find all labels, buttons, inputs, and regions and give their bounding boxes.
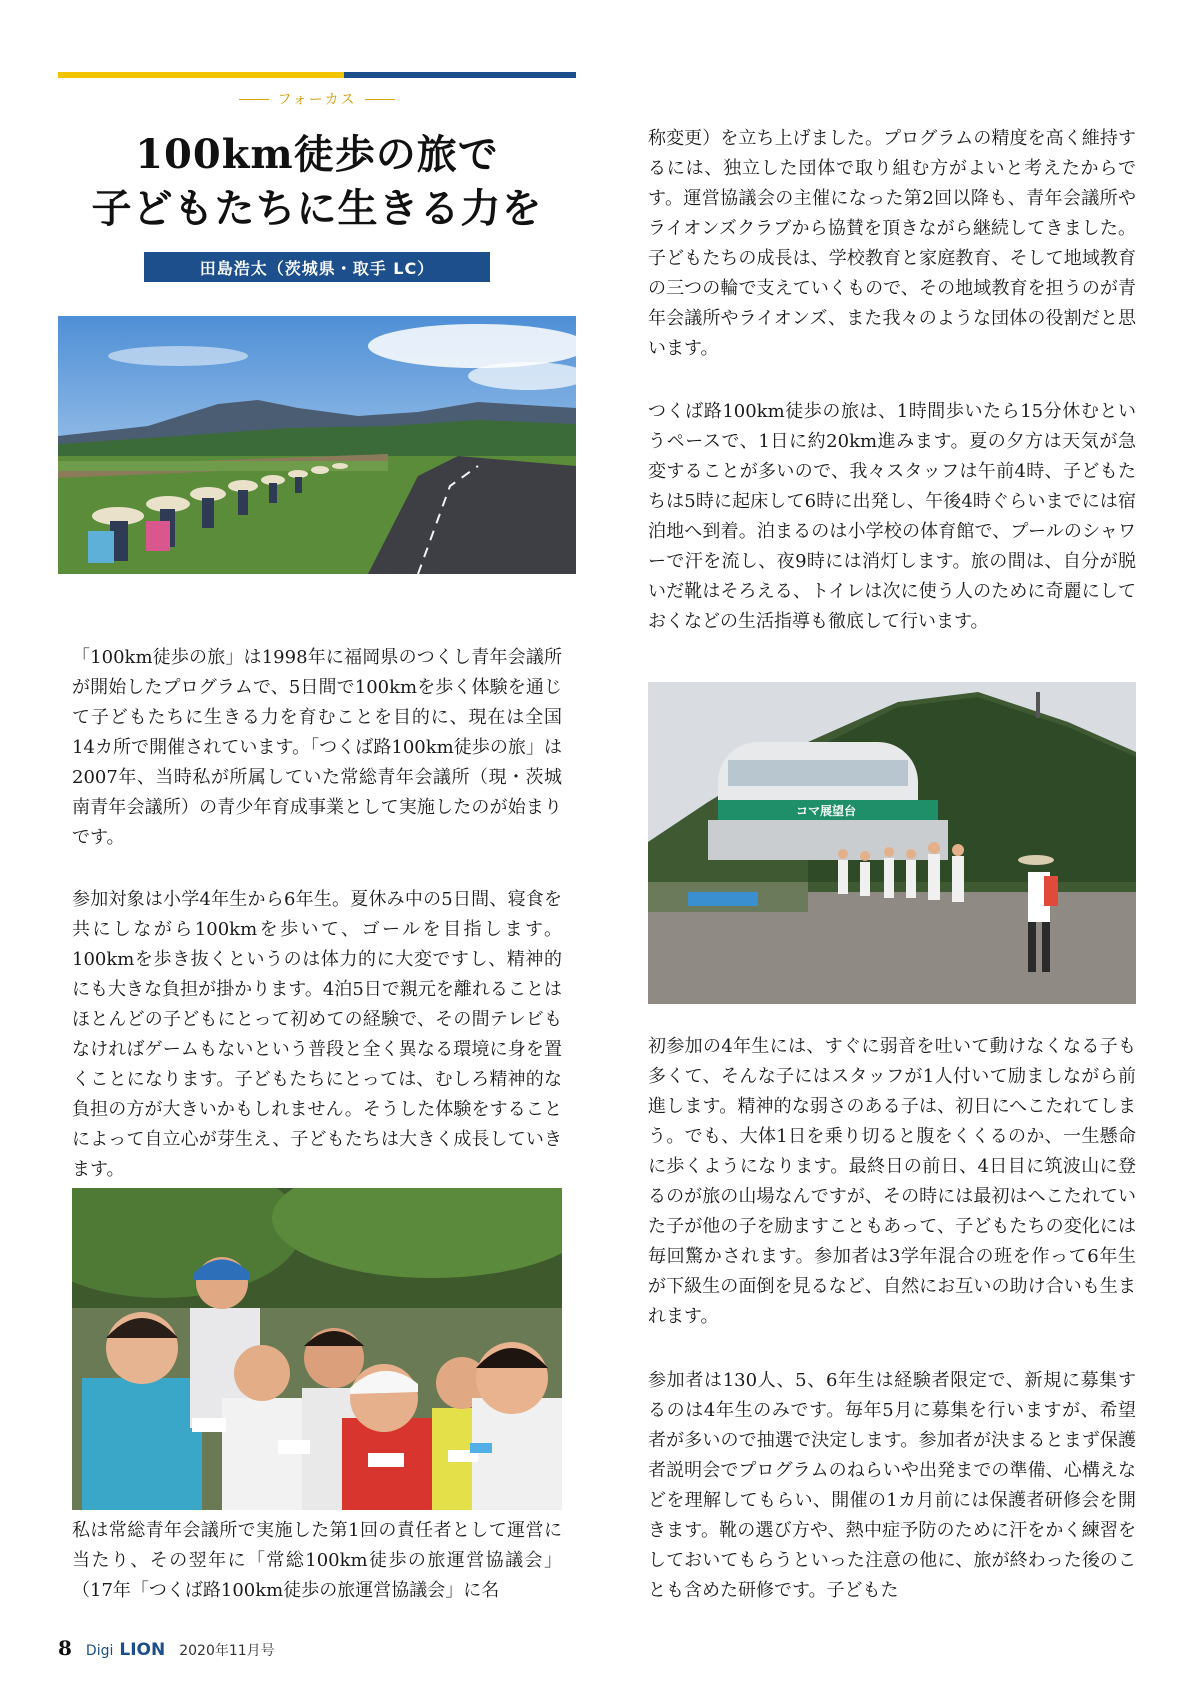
magazine-name: LION xyxy=(119,1640,166,1660)
page-footer xyxy=(58,1636,275,1662)
body-paragraph-1: 「100km徒歩の旅」は1998年に福岡県のつくし青年会議所が開始したプログラムで、5日間で100kmを歩く体験を通じて子どもたちに生きる力を育むことを目的に、現在は全国14カ所で開催されています。「つくば路100km徒歩の旅」は2007年、当時私が所属していた常総青年会議所（現・茨城南青年会議所）の青少年育成事業として実施したのが始まりです。 xyxy=(72,647,562,848)
accent-bar-yellow xyxy=(58,72,344,78)
section-label-rule-right xyxy=(365,99,395,100)
photo-observation-deck-image xyxy=(648,682,1136,1004)
photo-children-shaved-ice xyxy=(72,1188,562,1510)
body-paragraph-6: 初参加の4年生には、すぐに弱音を吐いて動けなくなる子も多くて、そんな子にはスタッフが1人付いて励ましながら前進します。精神的な弱さのある子は、初日にへこたれてしまう。でも、大体1日を乗り切ると腹をくくるのか、一生懸命に歩くようになります。最終日の前日、4日目に筑波山に登るのが旅の山場なんですが、その時には最初はへこたれていた子が他の子を励ますこともあって、子どもたちの変化には毎回驚かされます。参加者は3学年混合の班を作って6年生が下級生の面倒を見るなど、自然にお互いの助け合いも生まれます。 xyxy=(648,1036,1136,1327)
article-title xyxy=(58,128,576,236)
photo-walking-road-image xyxy=(58,316,576,574)
body-paragraph-2: 参加対象は小学4年生から6年生。夏休み中の5日間、寝食を共にしながら100kmを歩いて、ゴールを目指します。100kmを歩き抜くというのは体力的に大変ですし、精神的にも大きな負担が掛かります。4泊5日で親元を離れることはほとんどの子どもにとって初めての経験で、その間テレビもなければゲームもないという普段と全く異なる環境に身を置くことになります。子どもたちにとっては、むしろ精神的な負担の方が大きいかもしれません。そうした体験をすることによって自立心が芽生え、子どもたちは大きく成長していきます。 xyxy=(72,889,562,1180)
body-paragraph-7: 参加者は130人、5、6年生は経験者限定で、新規に募集するのは4年生のみです。毎年5月に募集を行いますが、希望者が多いので抽選で決定します。参加者が決まるとまず保護者説明会でプログラムのねらいや出発までの準備、心構えなどを理解してもらい、開催の1カ月前には保護者研修会を開きます。靴の選び方や、熱中症予防のために汗をかく練習をしておいてもらうといった注意の他に、旅が終わった後のことも含めた研修です。子どもた xyxy=(648,1370,1136,1601)
photo-walking-road xyxy=(58,316,576,574)
building-sign: コマ展望台 xyxy=(796,804,857,818)
photo-observation-deck xyxy=(648,682,1136,1004)
body-paragraph-4: 称変更）を立ち上げました。プログラムの精度を高く維持するには、独立した団体で取り組む方がよいと考えたからです。運営協議会の主催になった第2回以降も、青年会議所やライオンズクラブから協賛を頂きながら継続してきました。子どもたちの成長は、学校教育と家庭教育、そして地域教育の三つの輪で支えていくもので、その地域教育を担うのが青年会議所やライオンズ、また我々のような団体の役割だと思います。 xyxy=(648,128,1136,359)
body-paragraph-3: 私は常総青年会議所で実施した第1回の責任者として運営に当たり、その翌年に「常総100km徒歩の旅運営協議会」（17年「つくば路100km徒歩の旅運営協議会」に名 xyxy=(72,1520,562,1601)
section-label-rule-left xyxy=(239,99,269,100)
header-accent-bar xyxy=(58,72,576,78)
body-paragraph-5: つくば路100km徒歩の旅は、1時間歩いたら15分休むというペースで、1日に約20km進みます。夏の夕方は天気が急変することが多いので、我々スタッフは午前4時、子どもたちは5時に起床して6時に出発し、午後4時ぐらいまでには宿泊地へ到着。泊まるのは小学校の体育館で、プールのシャワーで汗を流し、夜9時には消灯します。旅の間は、自分が脱いだ靴はそろえる、トイレは次に使う人のために奇麗にしておくなどの生活指導も徹底して行います。 xyxy=(648,401,1136,632)
accent-bar-blue xyxy=(344,72,576,78)
article-title-line2: 子どもたちに生きる力を xyxy=(91,185,543,232)
photo-children-shaved-ice-image xyxy=(72,1188,562,1510)
magazine-prefix: Digi xyxy=(85,1643,114,1659)
section-label-text: フォーカス xyxy=(277,92,357,108)
issue-date: 2020年11月号 xyxy=(179,1643,275,1659)
page-number: 8 xyxy=(58,1636,72,1660)
article-title-line1: 100km徒歩の旅で xyxy=(135,131,499,178)
author-byline: 田島浩太（茨城県・取手 LC） xyxy=(144,252,490,282)
section-label xyxy=(58,88,576,110)
